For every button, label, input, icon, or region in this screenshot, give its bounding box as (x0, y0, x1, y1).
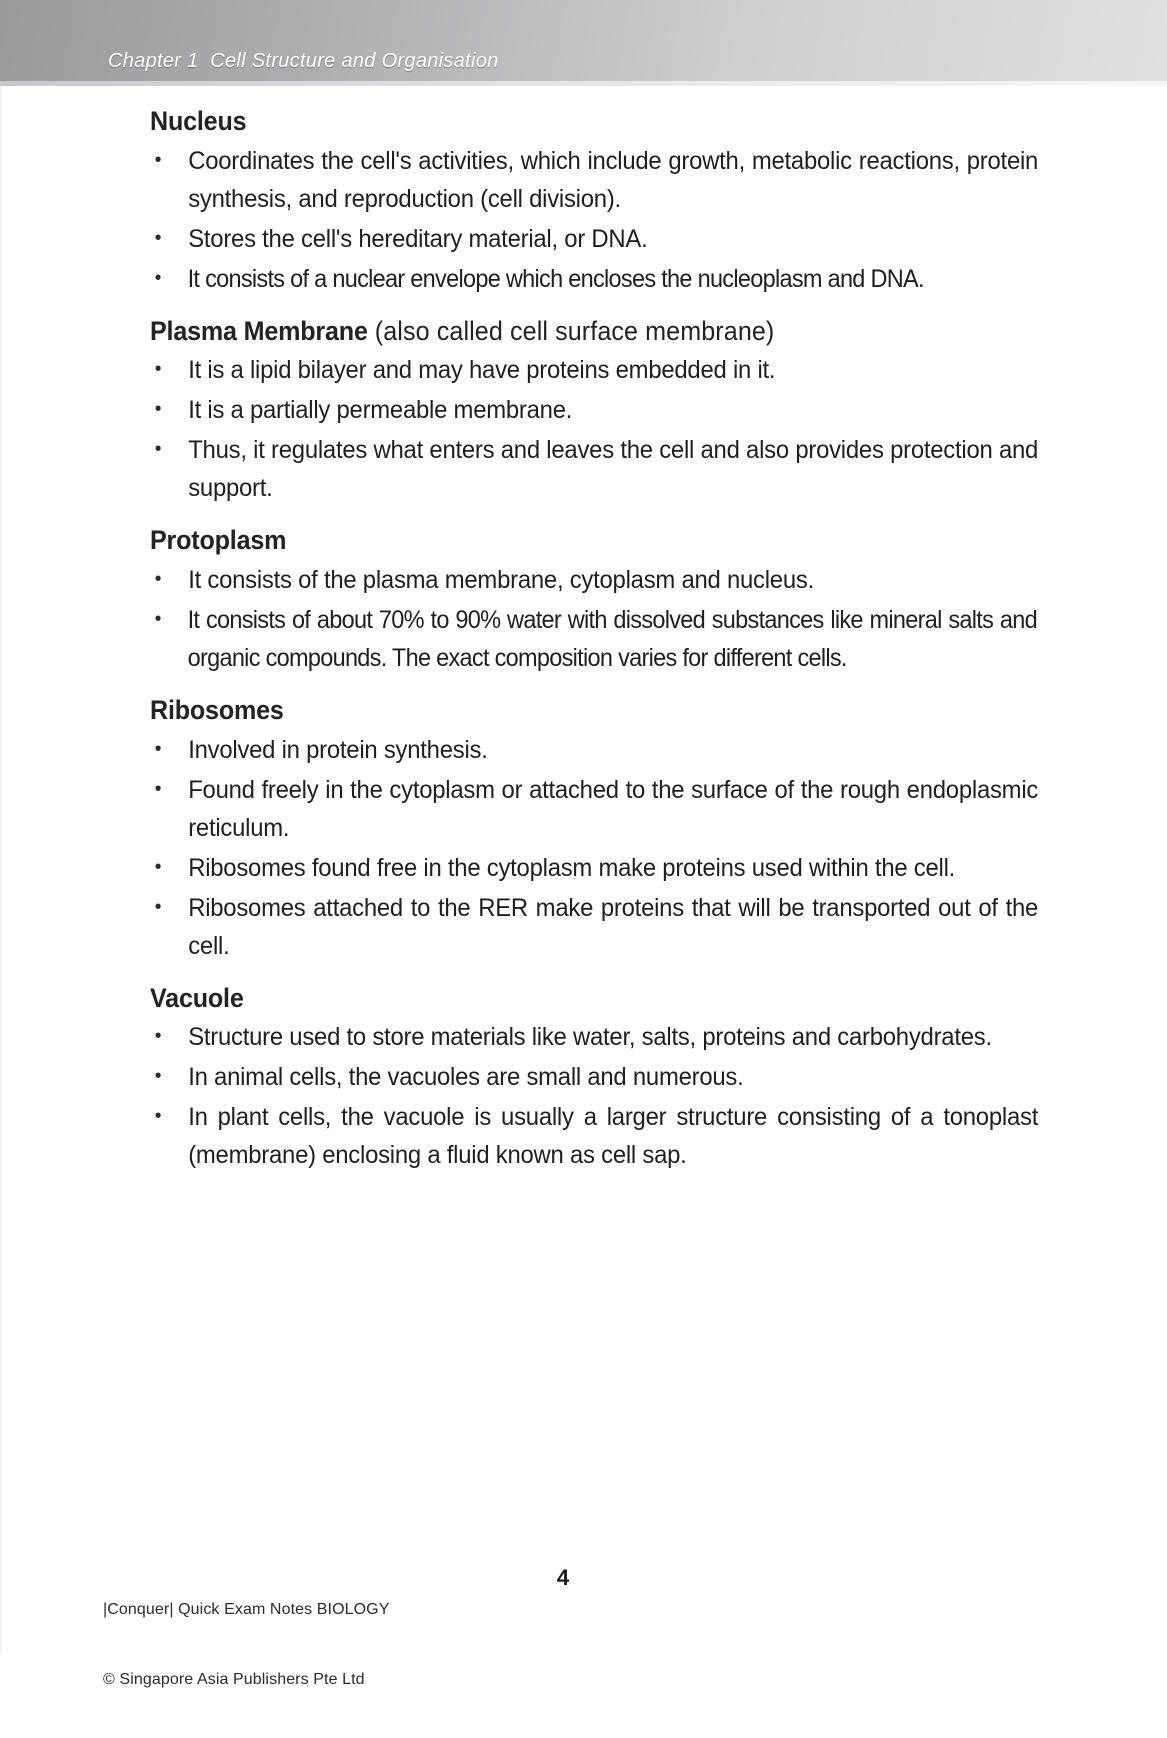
page-left-edge (0, 0, 2, 1655)
page-number: 4 (556, 1565, 570, 1590)
heading-protoplasm-text: Protoplasm (150, 525, 287, 556)
section-spacer (150, 683, 1000, 693)
heading-ribosomes-text: Ribosomes (150, 694, 284, 725)
section-vacuole (150, 981, 1039, 1175)
list-item: • Coordinates the cell's activities, which include growth, metabolic reactions, protein synthesis, and reproduction (cell division). (150, 142, 1038, 218)
heading-vacuole-text: Vacuole (150, 982, 244, 1013)
bullet-list-nucleus (150, 142, 1039, 298)
list-item: • Ribosomes attached to the RER make proteins that will be transported out of the cell. (150, 889, 1038, 965)
section-nucleus (150, 104, 1039, 298)
list-item: • Ribosomes found free in the cytoplasm make proteins used within the cell. (150, 849, 1038, 887)
heading-ribosomes (150, 693, 941, 729)
section-spacer (150, 971, 1000, 981)
heading-plasma-membrane (150, 314, 941, 350)
list-item: • It consists of the plasma membrane, cytoplasm and nucleus. (150, 561, 1038, 599)
bullet-list-protoplasm (150, 561, 1037, 677)
list-item: • It is a lipid bilayer and may have proteins embedded in it. (150, 351, 1038, 389)
page-content (150, 104, 1039, 1180)
footer-credit-line-1: |Conquer| Quick Exam Notes BIOLOGY (103, 1601, 390, 1619)
heading-nucleus (150, 104, 941, 140)
section-spacer (150, 513, 1000, 523)
list-item: • Thus, it regulates what enters and leaves the cell and also provides protection and support. (150, 431, 1038, 507)
list-item: • Stores the cell's hereditary material, or DNA. (150, 220, 1038, 258)
footer-credit (103, 1552, 390, 1738)
heading-protoplasm (150, 523, 941, 559)
chapter-title: Chapter 1 Cell Structure and Organisation (108, 50, 499, 72)
section-spacer (150, 304, 1000, 314)
bullet-list-ribosomes (150, 731, 1039, 965)
heading-nucleus-text: Nucleus (150, 106, 247, 136)
section-protoplasm (150, 523, 1037, 677)
section-ribosomes (150, 693, 1039, 965)
heading-vacuole (150, 981, 941, 1017)
list-item: • Found freely in the cytoplasm or attached to the surface of the rough endoplasmic reticulum. (150, 771, 1038, 847)
bullet-list-vacuole (150, 1018, 1039, 1174)
bullet-list-plasma-membrane (150, 351, 1039, 507)
list-item: • It is a partially permeable membrane. (150, 391, 1038, 429)
heading-plasma-membrane-note: (also called cell surface membrane) (367, 315, 775, 346)
section-plasma-membrane (150, 314, 1039, 508)
list-item: • It consists of a nuclear envelope which encloses the nucleoplasm and DNA. (150, 260, 1037, 298)
list-item: • In animal cells, the vacuoles are small and numerous. (150, 1058, 1038, 1096)
heading-plasma-membrane-text: Plasma Membrane (150, 315, 368, 346)
list-item: • It consists of about 70% to 90% water with dissolved substances like mineral salts and organic compounds. The exact composition varies for different cells. (150, 601, 1037, 677)
list-item: • Involved in protein synthesis. (150, 731, 1038, 769)
footer-credit-line-2: © Singapore Asia Publishers Pte Ltd (103, 1670, 365, 1688)
page-footer (103, 1552, 1063, 1688)
list-item: • Structure used to store materials like water, salts, proteins and carbohydrates. (150, 1018, 1038, 1056)
list-item: • In plant cells, the vacuole is usually a larger structure consisting of a tonoplast (membrane) enclosing a fluid known as cell sap. (150, 1098, 1038, 1174)
running-header-bar (0, 0, 1167, 86)
